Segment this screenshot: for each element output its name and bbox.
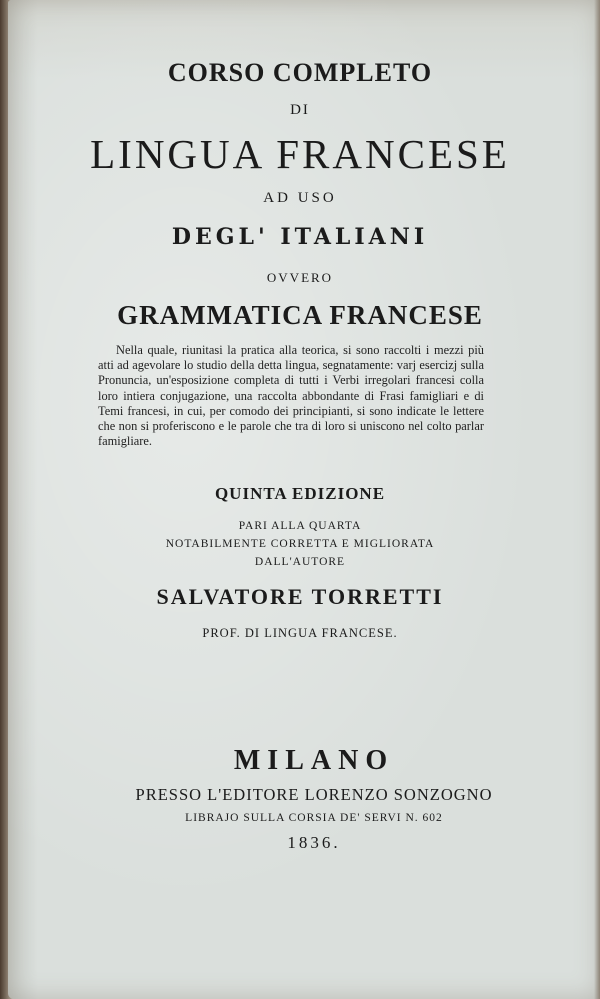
city: MILANO: [233, 745, 395, 776]
edition-note-2: NOTABILMENTE CORRETTA E MIGLIORATA: [165, 538, 435, 550]
author-name: SALVATORE TORRETTI: [156, 584, 444, 609]
description-paragraph: Nella quale, riunitasi la pratica alla teorica, si sono raccolti i mezzi più atti ad agevolare lo studio della detta lingua, segnatamente: varj esercizj sulla Pronuncia, un'esposizione completa di tutti i Verbi irregolari francesi colla loro intiera conjugazione, una raccolta abbondante di Frasi famigliari e di Temi francesi, in cui, per comodo dei principianti, si sono indicate le lettere che non si proferiscono e le parole che tra di loro si uniscono nel colto parlar famigliare.: [98, 343, 484, 449]
title-line-ad-uso: AD USO: [263, 190, 337, 206]
subtitle-grammatica: GRAMMATICA FRANCESE: [117, 300, 483, 330]
main-title: LINGUA FRANCESE: [90, 131, 510, 177]
title-line-degl-italiani: DEGL' ITALIANI: [171, 224, 429, 250]
author-title: PROF. DI LINGUA FRANCESE.: [202, 626, 398, 640]
title-line-di: DI: [290, 102, 310, 118]
title-line-corso: CORSO COMPLETO: [167, 58, 433, 87]
title-line-ovvero: OVVERO: [266, 270, 334, 285]
publication-year: 1836.: [287, 833, 341, 852]
edition-label: QUINTA EDIZIONE: [214, 484, 386, 503]
publisher-address: LIBRAJO SULLA CORSIA DE' SERVI N. 602: [185, 812, 443, 824]
publisher: PRESSO L'EDITORE LORENZO SONZOGNO: [135, 785, 493, 804]
edition-note-3: DALL'AUTORE: [254, 556, 346, 568]
edition-note-1: PARI ALLA QUARTA: [238, 520, 362, 532]
